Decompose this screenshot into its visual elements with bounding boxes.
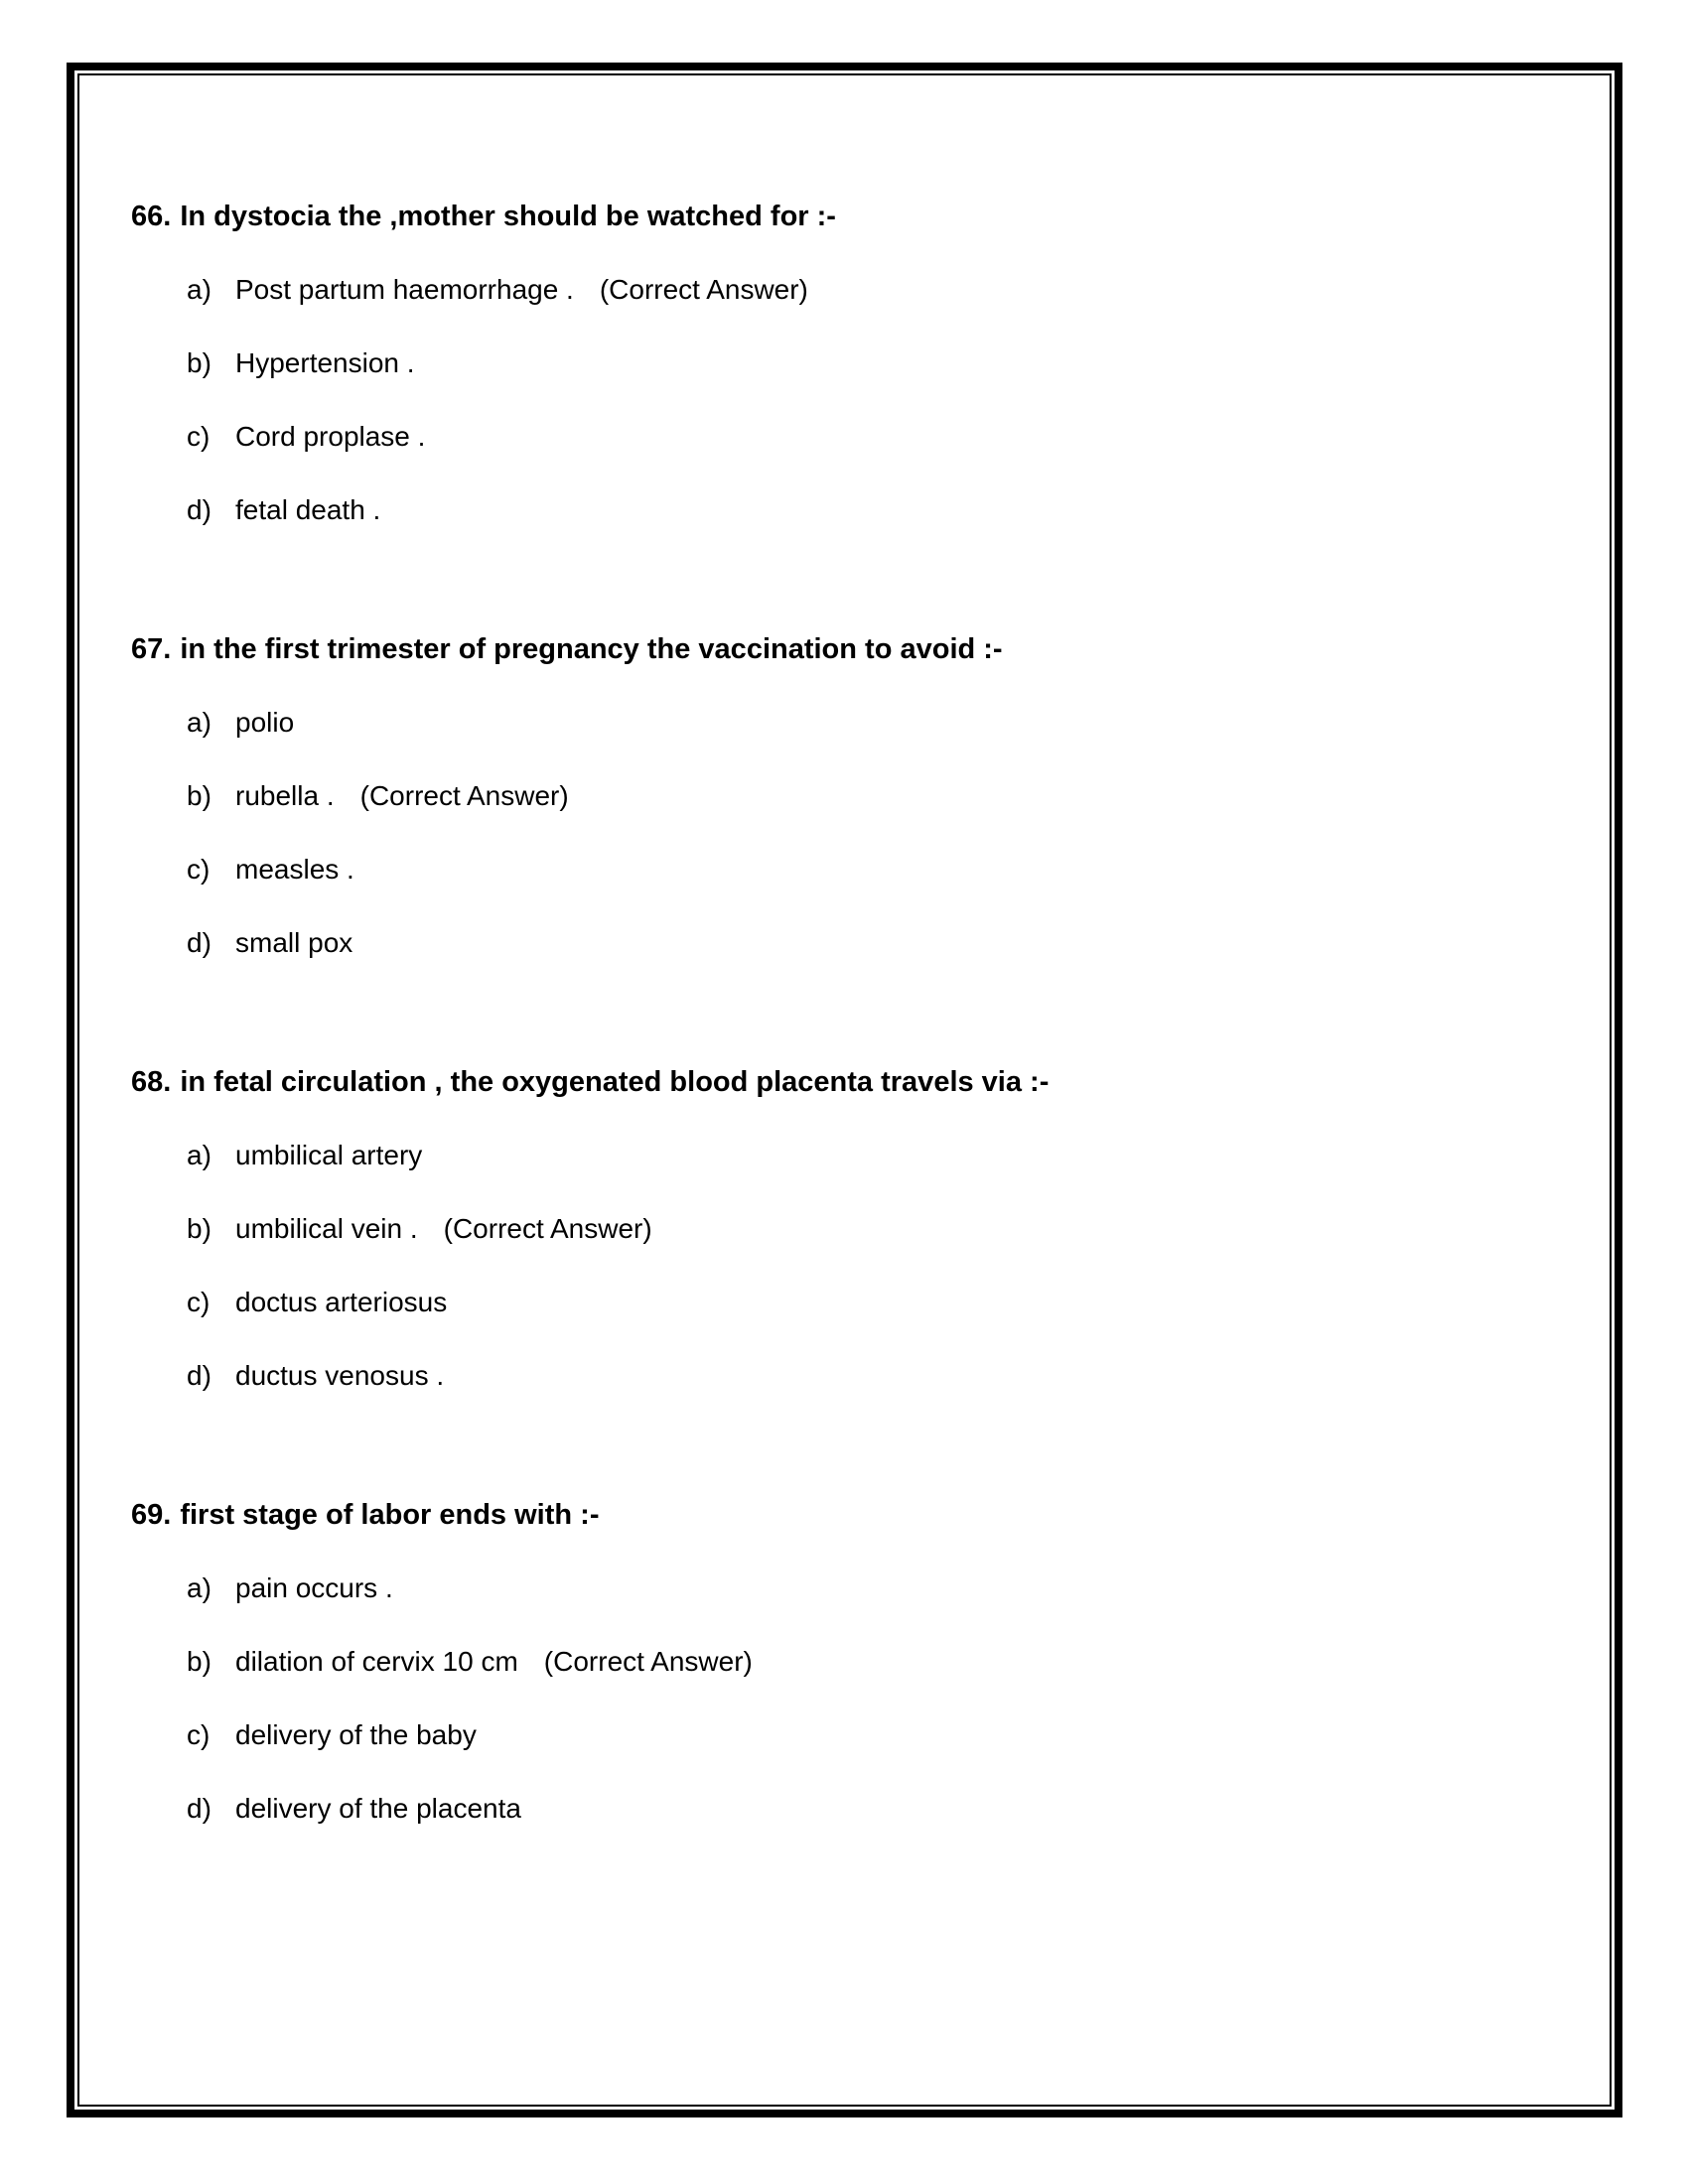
exam-page-content [79,75,1610,1829]
option-row [131,1356,1570,1396]
option-text: dilation of cervix 10 cm [235,1646,518,1677]
option-letter: b) [187,347,211,378]
option-text: delivery of the placenta [235,1793,521,1824]
option-letter: a) [187,1572,211,1603]
option-letter: b) [187,1646,211,1677]
option-letter: c) [187,1287,211,1317]
question-title [131,1495,1570,1535]
option-text: Post partum haemorrhage . [235,274,574,305]
option-text: Cord proplase . [235,421,426,452]
option-letter: c) [187,854,211,885]
option-letter: c) [187,1719,211,1750]
page-border-outer [67,63,1622,2117]
option-row [131,1715,1570,1755]
question-number: 67. [131,633,172,665]
question-title [131,197,1570,236]
question-69 [131,1495,1570,1829]
option-row [131,1136,1570,1175]
option-row [131,1569,1570,1608]
option-letter: b) [187,1213,211,1244]
option-text: polio [235,707,295,738]
option-row [131,776,1570,816]
option-text: umbilical vein . [235,1213,418,1244]
option-text: umbilical artery [235,1140,423,1170]
option-text: delivery of the baby [235,1719,477,1750]
option-text: rubella . [235,780,335,811]
question-text: In dystocia the ,mother should be watched for :- [180,201,836,232]
question-text: first stage of labor ends with :- [180,1499,600,1531]
question-text: in fetal circulation , the oxygenated blood placenta travels via :- [180,1066,1050,1098]
option-row [131,417,1570,457]
option-row [131,1283,1570,1322]
question-number: 68. [131,1066,172,1098]
option-letter: a) [187,1140,211,1170]
question-67 [131,629,1570,963]
question-title [131,629,1570,669]
correct-answer-label: (Correct Answer) [599,274,808,305]
question-text: in the first trimester of pregnancy the vaccination to avoid :- [180,633,1003,665]
question-number: 69. [131,1499,172,1531]
option-row [131,270,1570,310]
option-letter: d) [187,1793,211,1824]
option-letter: a) [187,274,211,305]
option-row [131,490,1570,530]
option-row [131,850,1570,889]
option-letter: d) [187,1360,211,1391]
page-border-inner [77,73,1612,2107]
option-letter: b) [187,780,211,811]
option-row [131,703,1570,743]
question-title [131,1062,1570,1102]
option-text: measles . [235,854,354,885]
correct-answer-label: (Correct Answer) [543,1646,753,1677]
option-text: small pox [235,927,353,958]
option-text: fetal death . [235,494,381,525]
question-68 [131,1062,1570,1396]
option-letter: c) [187,421,211,452]
correct-answer-label: (Correct Answer) [359,780,569,811]
option-text: pain occurs . [235,1572,393,1603]
option-text: ductus venosus . [235,1360,445,1391]
option-row [131,1789,1570,1829]
option-row [131,343,1570,383]
correct-answer-label: (Correct Answer) [443,1213,652,1244]
question-66 [131,197,1570,530]
option-letter: d) [187,927,211,958]
option-row [131,1209,1570,1249]
option-row [131,1642,1570,1682]
option-text: doctus arteriosus [235,1287,448,1317]
option-letter: a) [187,707,211,738]
option-letter: d) [187,494,211,525]
question-number: 66. [131,201,172,232]
option-row [131,923,1570,963]
option-text: Hypertension . [235,347,415,378]
